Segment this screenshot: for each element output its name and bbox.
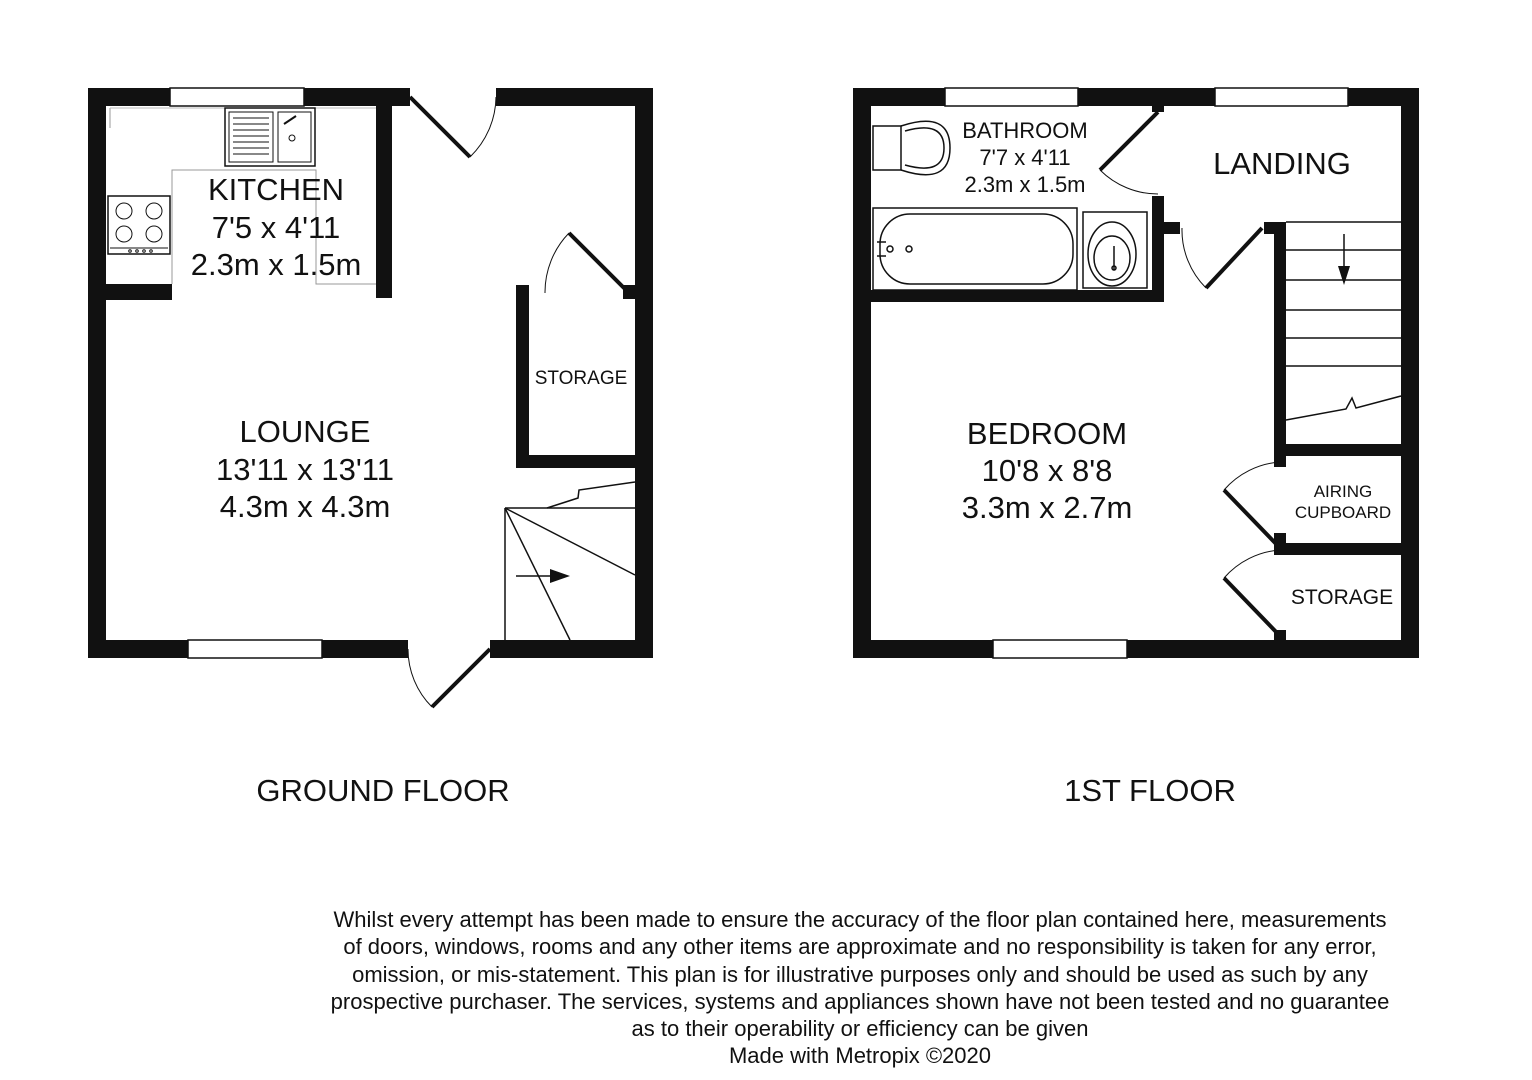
disclaimer-line: prospective purchaser. The services, systems and appliances shown have not been tested and no guarantee [330, 988, 1390, 1014]
bathroom-name: BATHROOM [962, 118, 1088, 143]
bath-icon [873, 208, 1077, 290]
lounge-name: LOUNGE [239, 414, 371, 449]
bathroom-imperial: 7'7 x 4'11 [979, 145, 1071, 170]
toilet-icon [873, 121, 950, 174]
bedroom-metric: 3.3m x 2.7m [961, 490, 1133, 525]
kitchen-metric: 2.3m x 1.5m [190, 247, 362, 282]
disclaimer-line: of doors, windows, rooms and any other items are approximate and no responsibility is taken for any error, [343, 934, 1377, 960]
ground-floor-staircase [505, 482, 635, 640]
first-floor-staircase [1286, 222, 1401, 420]
landing-name: LANDING [1213, 146, 1351, 181]
ground-storage-label: STORAGE [534, 368, 628, 389]
metropix-credit: Made with Metropix ©2020 [728, 1043, 991, 1069]
first-storage-label: STORAGE [1290, 586, 1394, 609]
lounge-imperial: 13'11 x 13'11 [216, 452, 394, 487]
bedroom-name: BEDROOM [966, 416, 1128, 451]
airing-cupboard-label-line1: AIRING [1313, 482, 1373, 501]
lounge-metric: 4.3m x 4.3m [219, 489, 391, 524]
first-floor-plan [853, 88, 1419, 808]
stair-direction-arrow-icon [550, 569, 570, 583]
disclaimer-text [240, 906, 1480, 1070]
first-floor-doors [1100, 112, 1280, 636]
disclaimer-line: as to their operability or efficiency can be given [631, 1016, 1089, 1042]
kitchen-name: KITCHEN [207, 172, 345, 207]
airing-cupboard-label-line2: CUPBOARD [1294, 503, 1392, 522]
first-floor-title: 1ST FLOOR [1064, 773, 1236, 808]
ground-floor-title: GROUND FLOOR [256, 773, 510, 808]
ground-floor-plan [88, 88, 653, 808]
kitchen-imperial: 7'5 x 4'11 [211, 210, 341, 245]
disclaimer-line: omission, or mis-statement. This plan is for illustrative purposes only and should be used as such by any [352, 961, 1368, 987]
hob-icon [108, 196, 170, 254]
stair-direction-arrow-icon [1338, 266, 1350, 285]
basin-icon [1083, 212, 1147, 288]
sink-icon [225, 108, 315, 166]
bathroom-metric: 2.3m x 1.5m [964, 172, 1086, 197]
bedroom-imperial: 10'8 x 8'8 [981, 453, 1113, 488]
disclaimer-line: Whilst every attempt has been made to ensure the accuracy of the floor plan contained here, measurements [333, 907, 1387, 932]
